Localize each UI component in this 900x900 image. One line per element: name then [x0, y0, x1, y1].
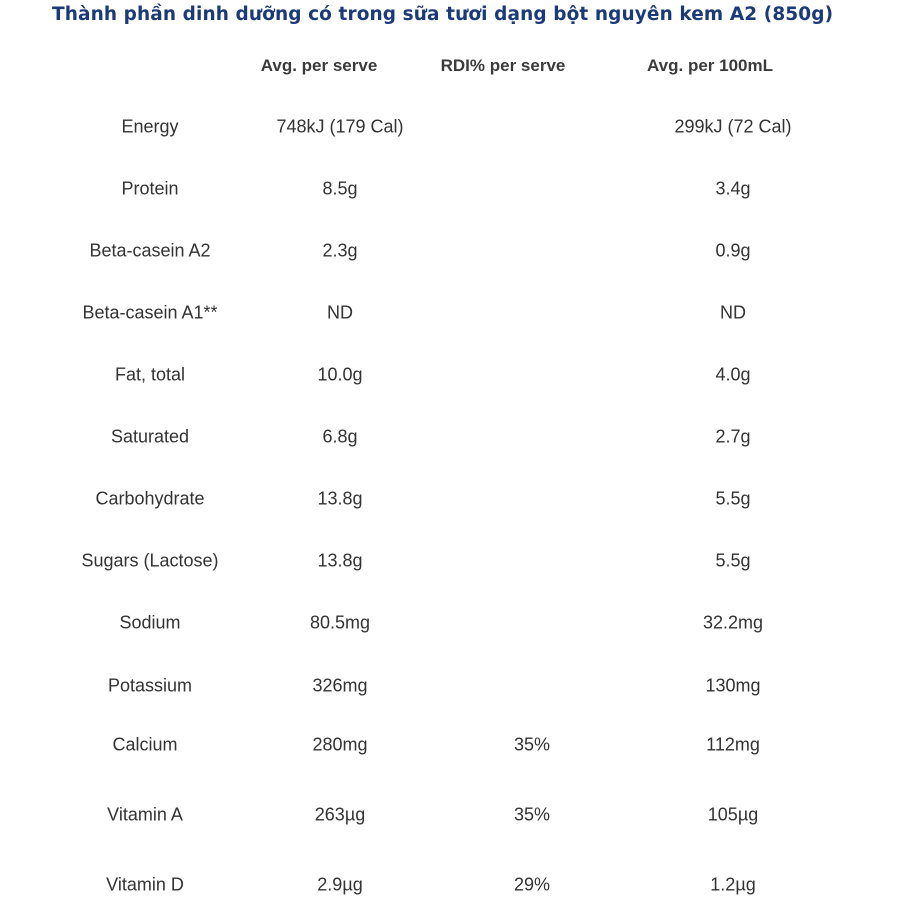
per-100ml-value: 2.7g — [715, 426, 751, 447]
per-100ml-value: 5.5g — [715, 488, 751, 509]
per-100ml-value: 32.2mg — [702, 612, 764, 633]
per-serve-value: 10.0g — [317, 364, 363, 385]
header-avg-per-serve: Avg. per serve — [260, 56, 378, 75]
nutrient-label: Calcium — [112, 734, 178, 755]
header-avg-per-100ml: Avg. per 100mL — [647, 56, 773, 75]
nutrient-label: Sugars (Lactose) — [81, 550, 219, 571]
nutrient-label: Fat, total — [114, 364, 186, 385]
per-serve-value: 263µg — [314, 804, 366, 825]
page-title: Thành phần dinh dưỡng có trong sữa tươi dạng bột nguyên kem A2 (850g) — [52, 4, 834, 25]
nutrient-label: Protein — [121, 178, 179, 199]
per-100ml-value: 112mg — [706, 734, 760, 755]
per-100ml-value: ND — [720, 302, 746, 323]
per-100ml-value: 5.5g — [715, 550, 751, 571]
nutrient-label: Potassium — [107, 675, 193, 696]
per-100ml-value: 1.2µg — [710, 874, 756, 895]
nutrient-label: Vitamin A — [107, 804, 183, 825]
per-serve-value: 8.5g — [322, 178, 358, 199]
nutrient-label: Beta-casein A2 — [89, 240, 211, 261]
per-100ml-value: 3.4g — [715, 178, 751, 199]
nutrient-label: Carbohydrate — [95, 488, 205, 509]
per-100ml-value: 130mg — [705, 675, 761, 696]
nutrient-label: Beta-casein A1** — [82, 302, 218, 323]
header-rdi-per-serve: RDI% per serve — [440, 56, 566, 75]
per-serve-value: 2.3g — [322, 240, 358, 261]
nutrient-label: Sodium — [119, 612, 181, 633]
rdi-value: 35% — [513, 804, 551, 825]
nutrient-label: Energy — [121, 116, 179, 137]
per-100ml-value: 105µg — [707, 804, 759, 825]
nutrient-label: Vitamin D — [106, 874, 184, 895]
per-serve-value: 280mg — [312, 734, 368, 755]
per-serve-value: 748kJ (179 Cal) — [276, 116, 404, 137]
rdi-value: 35% — [513, 734, 551, 755]
per-serve-value: ND — [327, 302, 353, 323]
per-serve-value: 13.8g — [317, 488, 363, 509]
per-serve-value: 2.9µg — [317, 874, 363, 895]
rdi-value: 29% — [513, 874, 551, 895]
per-100ml-value: 299kJ (72 Cal) — [674, 116, 792, 137]
per-100ml-value: 0.9g — [715, 240, 751, 261]
per-serve-value: 80.5mg — [309, 612, 371, 633]
per-serve-value: 326mg — [312, 675, 368, 696]
per-serve-value: 13.8g — [317, 550, 363, 571]
per-100ml-value: 4.0g — [715, 364, 751, 385]
per-serve-value: 6.8g — [322, 426, 358, 447]
nutrient-label: Saturated — [110, 426, 190, 447]
